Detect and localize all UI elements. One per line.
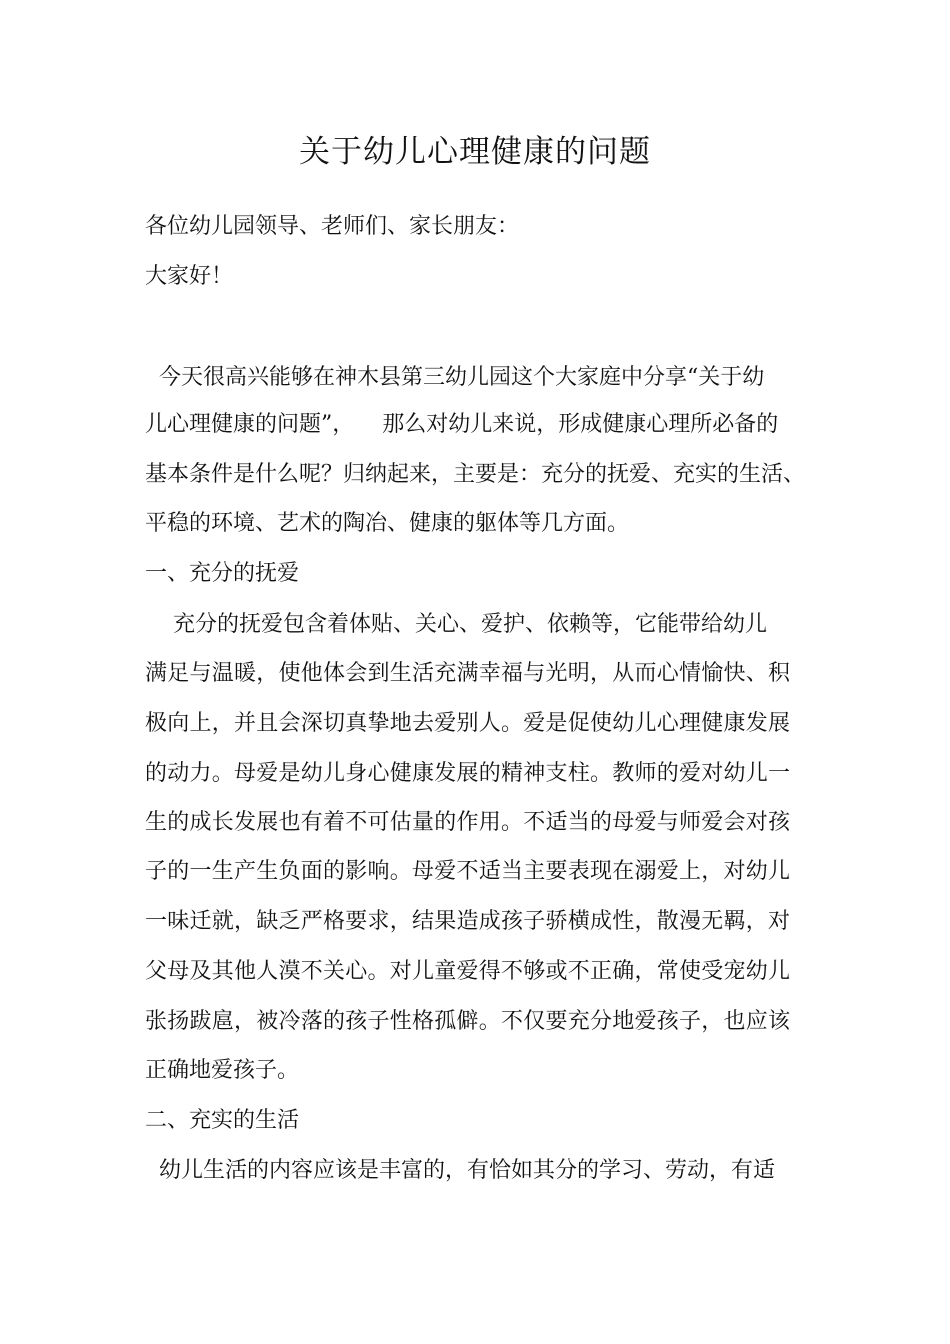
paragraph-line: 极向上，并且会深切真挚地去爱别人。爱是促使幼儿心理健康发展 <box>145 711 790 736</box>
intro-line: 今天很高兴能够在神木县第三幼儿园这个大家庭中分享“关于幼 <box>145 365 765 390</box>
hello-line: 大家好！ <box>145 264 234 289</box>
greeting-line: 各位幼儿园领导、老师们、家长朋友： <box>145 214 520 239</box>
paragraph-line: 张扬跋扈，被冷落的孩子性格孤僻。不仅要充分地爱孩子，也应该 <box>145 1009 790 1034</box>
intro-line: 儿心理健康的问题”， 那么对幼儿来说，形成健康心理所必备的 <box>145 412 779 437</box>
paragraph-line: 满足与温暖，使他体会到生活充满幸福与光明，从而心情愉快、积 <box>145 661 790 686</box>
paragraph-line: 充分的抚爱包含着体贴、关心、爱护、依赖等，它能带给幼儿 <box>145 612 767 637</box>
intro-line: 基本条件是什么呢？归纳起来，主要是：充分的抚爱、充实的生活、 <box>145 462 806 487</box>
paragraph-line: 子的一生产生负面的影响。母爱不适当主要表现在溺爱上，对幼儿 <box>145 859 790 884</box>
paragraph-line: 一味迁就，缺乏严格要求，结果造成孩子骄横成性，散漫无羁，对 <box>145 909 790 934</box>
section-heading: 二、充实的生活 <box>145 1108 300 1133</box>
document-title: 关于幼儿心理健康的问题 <box>299 134 651 170</box>
paragraph-line: 生的成长发展也有着不可估量的作用。不适当的母爱与师爱会对孩 <box>145 810 790 835</box>
paragraph-line: 的动力。母爱是幼儿身心健康发展的精神支柱。教师的爱对幼儿一 <box>145 761 790 786</box>
section-heading: 一、充分的抚爱 <box>145 561 300 586</box>
intro-line: 平稳的环境、艺术的陶冶、健康的躯体等几方面。 <box>145 511 630 536</box>
paragraph-line: 幼儿生活的内容应该是丰富的，有恰如其分的学习、劳动，有适 <box>145 1158 775 1183</box>
paragraph-line: 父母及其他人漠不关心。对儿童爱得不够或不正确，常使受宠幼儿 <box>145 959 790 984</box>
paragraph-line: 正确地爱孩子。 <box>145 1058 300 1083</box>
